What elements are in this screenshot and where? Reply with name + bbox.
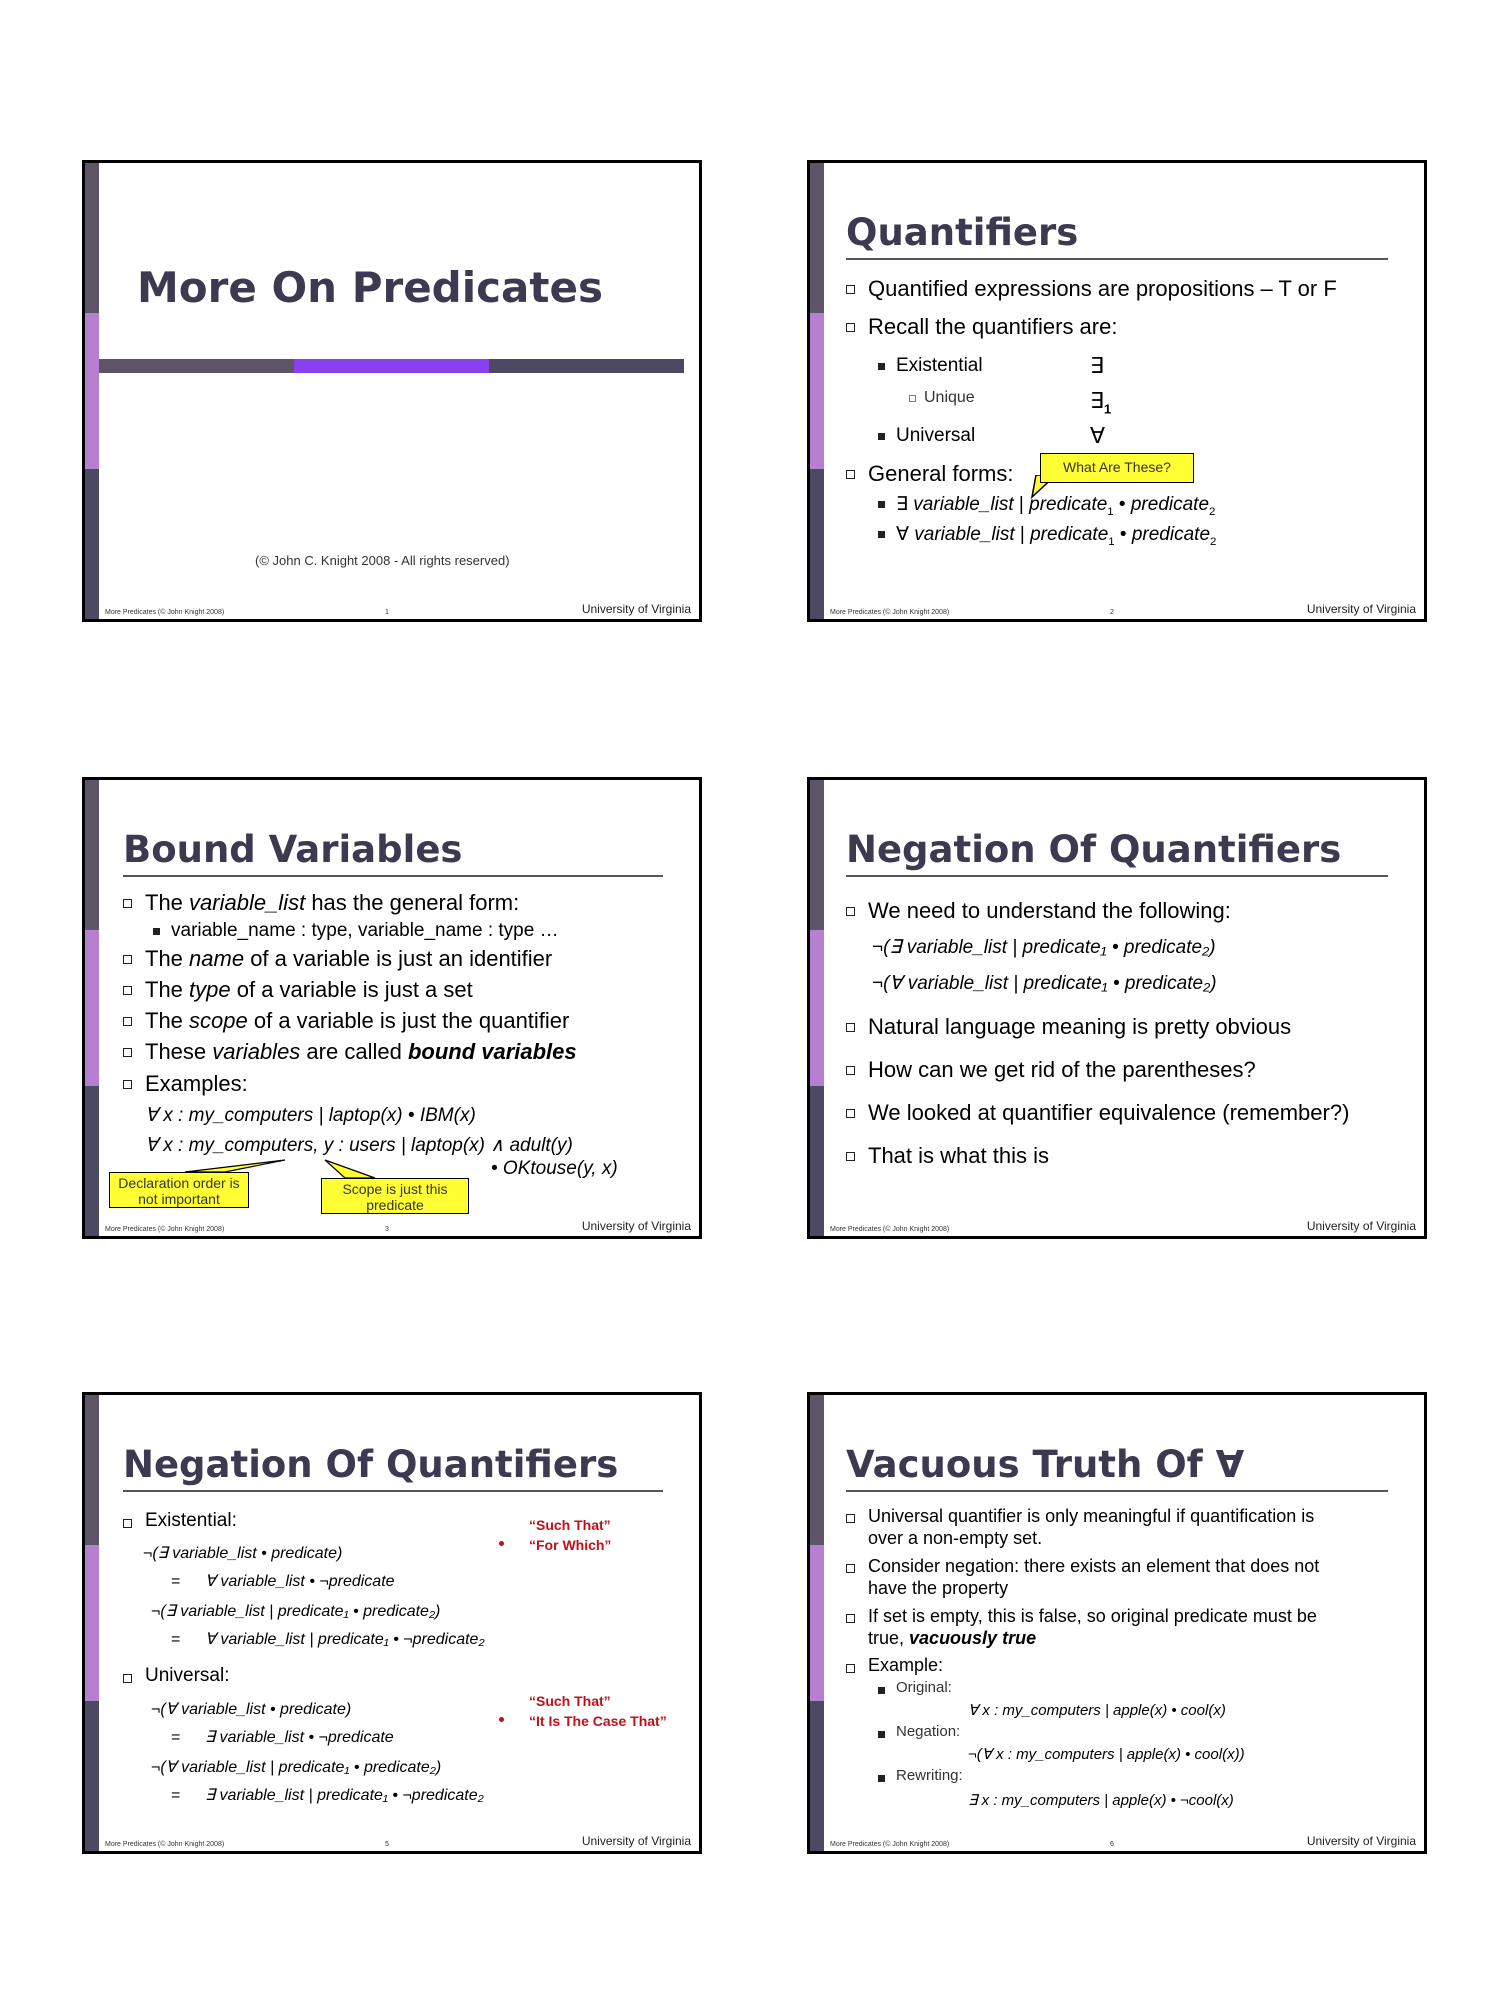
slide-title: Negation Of Quantifiers [123, 1443, 619, 1486]
slide-4 [807, 777, 1427, 1239]
footer-left: More Predicates (© John Knight 2008) [830, 1226, 950, 1233]
general-form-forall: ∀ variable_list | predicate$_1$ • predicate$_2$ [896, 524, 1217, 548]
slide-1 [82, 160, 702, 622]
equals: = [171, 1787, 181, 1804]
formula: ¬(∀ variable_list • predicate) [151, 1701, 352, 1718]
title-bar [294, 359, 489, 373]
equals: = [171, 1631, 181, 1648]
slide-title: Vacuous Truth Of ∀ [846, 1443, 1245, 1486]
sub-bullet: variable_name : type, variable_name : type … [171, 920, 559, 941]
formula: ¬(∃ variable_list | predicate₁ • predicate₂) [151, 1603, 441, 1620]
slide-number: 5 [385, 1841, 389, 1848]
slide-title: More On Predicates [137, 263, 603, 312]
callout-pointers [85, 780, 702, 1239]
callout-scope: Scope is just this predicate [321, 1178, 469, 1214]
bullet: The name of a variable is just an identifier [145, 946, 553, 971]
sub-bullet: Existential [896, 355, 983, 376]
bullet: Existential: [145, 1510, 237, 1531]
formula: ∃ x : my_computers | apple(x) • ¬cool(x) [968, 1792, 1234, 1809]
formula: ∀ variable_list • ¬predicate [205, 1573, 395, 1590]
sub-bullet: Rewriting: [896, 1767, 963, 1784]
footer-right: University of Virginia [1306, 1834, 1416, 1848]
slide-title: Negation Of Quantifiers [846, 828, 1342, 871]
callout-declaration-order: Declaration order is not important [109, 1172, 249, 1208]
bullet: Universal quantifier is only meaningful if quantification is over a non-empty set. [868, 1506, 1315, 1548]
slide-sidebar [810, 1395, 824, 1851]
title-bar [489, 359, 684, 373]
footer-right: University of Virginia [1306, 1219, 1416, 1233]
red-bullet-dot [499, 1717, 504, 1722]
slide-6 [807, 1392, 1427, 1854]
slide-number: 1 [385, 609, 389, 616]
annotation-red: “For Which” [529, 1537, 612, 1553]
forall-symbol: ∀ [1090, 423, 1106, 448]
exists-symbol: ∃ [1090, 353, 1104, 378]
footer-left: More Predicates (© John Knight 2008) [105, 1841, 225, 1848]
bullet: We need to understand the following: [868, 898, 1231, 923]
footer-right: University of Virginia [581, 1219, 691, 1233]
unique-symbol: $\exists_1$ [1090, 388, 1112, 417]
footer-left: More Predicates (© John Knight 2008) [830, 609, 950, 616]
title-rule [846, 1490, 1388, 1492]
slide-3 [82, 777, 702, 1239]
example-1: ∀ x : my_computers | laptop(x) • IBM(x) [145, 1105, 476, 1126]
equals: = [171, 1573, 181, 1590]
footer-left: More Predicates (© John Knight 2008) [105, 609, 225, 616]
negation-forall: ¬(∀ variable_list | predicate₁ • predicate₂) [872, 973, 1217, 994]
footer-right: University of Virginia [581, 602, 691, 616]
bullet: Natural language meaning is pretty obvious [868, 1014, 1292, 1039]
formula: ¬(∀ variable_list | predicate₁ • predicate₂) [151, 1759, 442, 1776]
formula: ∀ x : my_computers | apple(x) • cool(x) [968, 1702, 1226, 1719]
slide-title: Bound Variables [123, 828, 463, 871]
footer-left: More Predicates (© John Knight 2008) [105, 1226, 225, 1233]
formula: ∃ variable_list • ¬predicate [205, 1729, 394, 1746]
formula: ∃ variable_list | predicate₁ • ¬predicate₂ [205, 1787, 484, 1804]
footer-left: More Predicates (© John Knight 2008) [830, 1841, 950, 1848]
equals: = [171, 1729, 181, 1746]
bullet: Examples: [145, 1071, 248, 1096]
callout-what-are-these: What Are These? [1040, 453, 1194, 483]
sub-bullet: Negation: [896, 1723, 961, 1740]
bullet: We looked at quantifier equivalence (remember?) [868, 1100, 1350, 1125]
negation-exists: ¬(∃ variable_list | predicate₁ • predicate₂) [872, 937, 1216, 958]
annotation-red: “Such That” [529, 1693, 611, 1709]
slide-2 [807, 160, 1427, 622]
annotation-red: “It Is The Case That” [529, 1713, 667, 1729]
bullet: Recall the quantifiers are: [868, 314, 1118, 339]
sub-sub-bullet: Unique [924, 389, 975, 406]
bullet: The type of a variable is just a set [145, 977, 473, 1002]
title-rule [846, 875, 1388, 877]
footer-right: University of Virginia [1306, 602, 1416, 616]
formula: ∀ variable_list | predicate₁ • ¬predicate₂ [205, 1631, 485, 1648]
bullet: These variables are called bound variables [145, 1039, 577, 1064]
bullet: How can we get rid of the parentheses? [868, 1057, 1256, 1082]
example-2-cont: • OKtouse(y, x) [491, 1158, 618, 1179]
slide-number: 3 [385, 1226, 389, 1233]
bullet: Example: [868, 1655, 944, 1675]
slide-sidebar [85, 1395, 99, 1851]
slide-number: 2 [1110, 609, 1114, 616]
general-form-exists: ∃ variable_list | predicate$_1$ • predicate$_2$ [896, 494, 1216, 518]
copyright: (© John C. Knight 2008 - All rights reserved) [255, 553, 510, 568]
slide-5 [82, 1392, 702, 1854]
bullet: That is what this is [868, 1143, 1049, 1168]
bullet: Universal: [145, 1665, 230, 1686]
slide-number: 6 [1110, 1841, 1114, 1848]
title-rule [846, 258, 1388, 260]
bullet: Quantified expressions are propositions – T or F [868, 276, 1337, 301]
slide-sidebar [810, 780, 824, 1236]
title-rule [123, 1490, 663, 1492]
bullet: General forms: [868, 461, 1014, 486]
bullet: If set is empty, this is false, so original predicate must be true, vacuously true [868, 1606, 1317, 1648]
slide-title: Quantifiers [846, 211, 1079, 254]
formula: ¬(∀ x : my_computers | apple(x) • cool(x)) [968, 1746, 1245, 1763]
example-2: ∀ x : my_computers, y : users | laptop(x) ∧ adult(y) [145, 1135, 573, 1156]
bullet: The scope of a variable is just the quantifier [145, 1008, 570, 1033]
bullet: Consider negation: there exists an element that does not have the property [868, 1556, 1320, 1598]
red-bullet-dot [499, 1541, 504, 1546]
bullet: The variable_list has the general form: [145, 890, 520, 915]
slide-sidebar [85, 163, 99, 619]
footer-right: University of Virginia [581, 1834, 691, 1848]
sub-bullet: Original: [896, 1679, 952, 1696]
formula: ¬(∃ variable_list • predicate) [143, 1545, 343, 1562]
sub-bullet: Universal [896, 425, 976, 446]
slide-sidebar [810, 163, 824, 619]
title-bar [99, 359, 294, 373]
annotation-red: “Such That” [529, 1517, 611, 1533]
